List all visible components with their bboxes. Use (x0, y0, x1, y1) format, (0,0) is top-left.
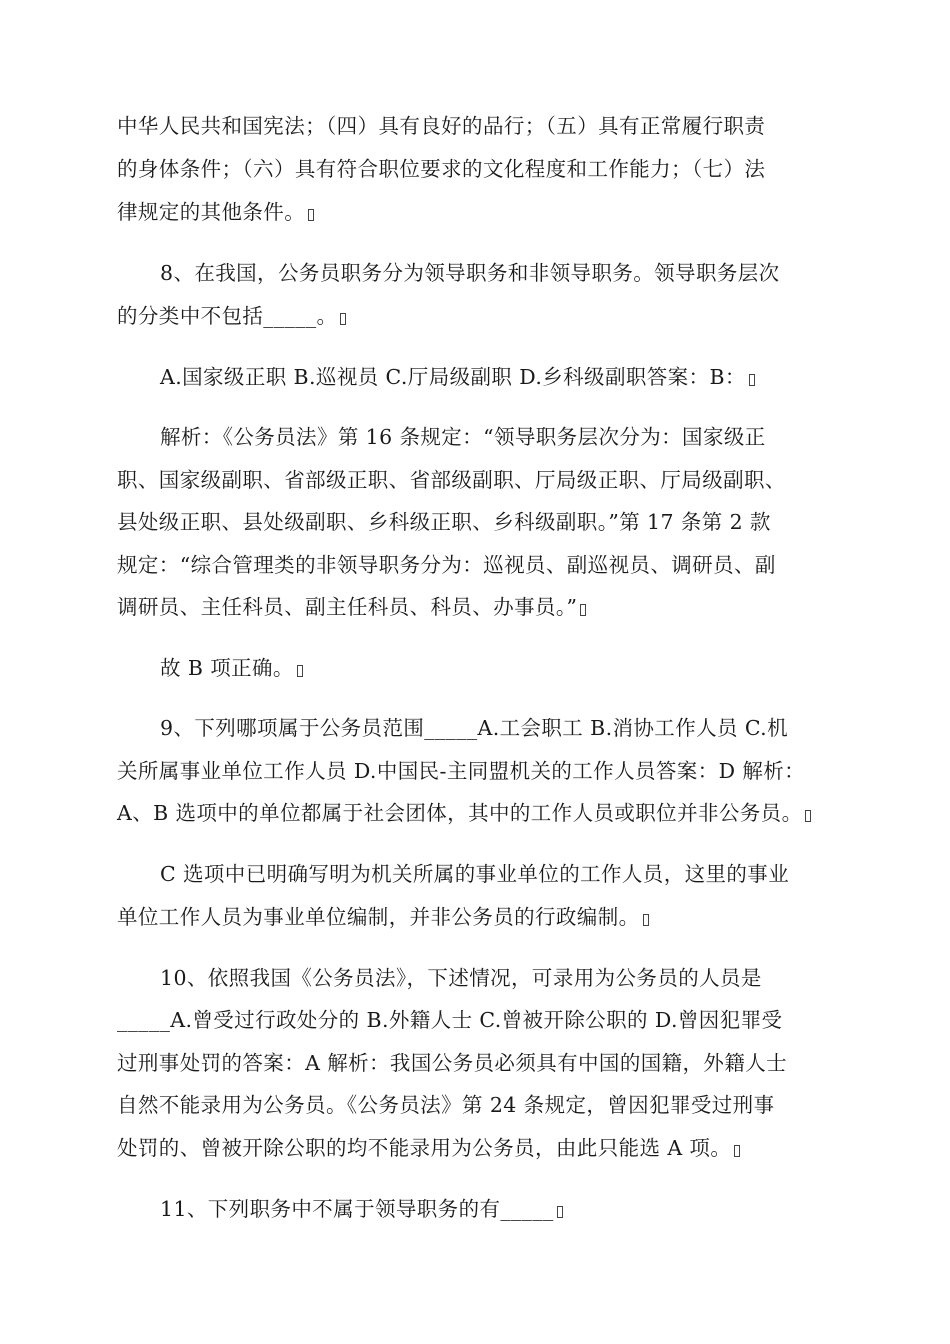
text-line: 11、下列职务中不属于领导职务的有_____ (160, 1195, 563, 1223)
text-line: 的分类中不包括_____。 (117, 302, 346, 330)
paragraph-mark (308, 209, 314, 221)
text-line: 8、在我国，公务员职务分为领导职务和非领导职务。领导职务层次 (160, 261, 780, 285)
text-line: 故 B 项正确。 (160, 654, 303, 682)
text-line: 自然不能录用为公务员。《公务员法》第 24 条规定，曾因犯罪受过刑事 (117, 1093, 775, 1117)
paragraph-mark (297, 665, 303, 677)
text-line: C 选项中已明确写明为机关所属的事业单位的工作人员，这里的事业 (160, 862, 790, 886)
text-line: 中华人民共和国宪法；（四）具有良好的品行；（五）具有正常履行职责 (117, 114, 766, 138)
paragraph-mark (734, 1145, 740, 1157)
text-line: 调研员、主任科员、副主任科员、科员、办事员。” (117, 593, 586, 621)
text-line: _____A.曾受过行政处分的 B.外籍人士 C.曾被开除公职的 D.曾因犯罪受 (117, 1008, 783, 1032)
text-line: 解析：《公务员法》第 16 条规定：“领导职务层次分为：国家级正 (160, 425, 766, 449)
text-line: 规定：“综合管理类的非领导职务分为：巡视员、副巡视员、调研员、副 (117, 553, 776, 577)
text-line: 职、国家级副职、省部级正职、省部级副职、厅局级正职、厅局级副职、 (117, 468, 786, 492)
paragraph-mark (749, 374, 755, 386)
text-line: 县处级正职、县处级副职、乡科级正职、乡科级副职。”第 17 条第 2 款 (117, 510, 771, 534)
text-line: A.国家级正职 B.巡视员 C.厅局级副职 D.乡科级副职答案：B： (160, 363, 755, 391)
paragraph-mark (340, 313, 346, 325)
paragraph-mark (805, 810, 811, 822)
text-line: 过刑事处罚的答案：A 解析：我国公务员必须具有中国的国籍，外籍人士 (117, 1051, 788, 1075)
paragraph-mark (643, 914, 649, 926)
text-line: 单位工作人员为事业单位编制，并非公务员的行政编制。 (117, 903, 649, 931)
text-line: 10、依照我国《公务员法》，下述情况，可录用为公务员的人员是 (160, 966, 762, 990)
text-line: 9、下列哪项属于公务员范围_____A.工会职工 B.消协工作人员 C.机 (160, 716, 788, 740)
paragraph-mark (580, 604, 586, 616)
paragraph-mark (557, 1206, 563, 1218)
text-line: 律规定的其他条件。 (117, 198, 314, 226)
text-line: 的身体条件；（六）具有符合职位要求的文化程度和工作能力；（七）法 (117, 157, 766, 181)
text-line: 关所属事业单位工作人员 D.中国民-主同盟机关的工作人员答案：D 解析： (117, 759, 806, 783)
text-line: A、B 选项中的单位都属于社会团体，其中的工作人员或职位并非公务员。 (117, 799, 811, 827)
text-line: 处罚的、曾被开除公职的均不能录用为公务员，由此只能选 A 项。 (117, 1134, 740, 1162)
